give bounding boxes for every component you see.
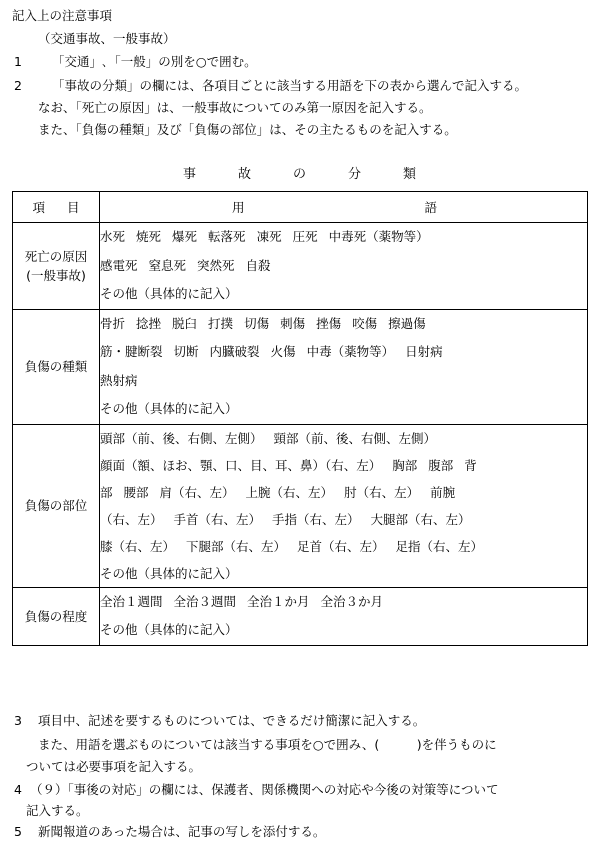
term: 上腕（右、左） — [245, 484, 334, 500]
term: 全治１週間 — [100, 593, 163, 609]
term: 突然死 — [197, 257, 235, 273]
term: 焼死 — [136, 229, 162, 244]
row-item-label: 負傷の程度 — [24, 608, 88, 624]
term: 凍死 — [256, 229, 282, 244]
row-item-label: (一般事故) — [26, 267, 86, 283]
term: 自殺 — [245, 257, 271, 273]
term: 水死 — [100, 229, 126, 244]
term: 腰部 — [123, 484, 149, 500]
term: 手首（右、左） — [173, 511, 262, 527]
term: 部 — [100, 484, 113, 500]
row-item-label: 負傷の部位 — [24, 498, 88, 513]
term: 中毒（薬物等） — [306, 344, 395, 359]
note-text: なお、「死亡の原因」は、一般事故についてのみ第一原因を記入する。 — [38, 100, 432, 115]
note-text: また、用語を選ぶものについては該当する事項を○で囲み、( )を伴うものに — [38, 737, 497, 752]
header-item-char: 目 — [67, 200, 80, 215]
row-item-label: 死亡の原因 — [24, 248, 88, 264]
note-number: 2 — [14, 78, 22, 93]
note-text: 「事故の分類」の欄には、各項目ごとに該当する用語を下の表から選んで記入する。 — [52, 78, 528, 93]
term: 中毒死（薬物等） — [328, 229, 429, 244]
header-item-char: 項 — [32, 200, 45, 215]
row-terms-cell — [100, 424, 588, 587]
term: 感電死 — [100, 257, 138, 273]
note-number: 3 — [14, 713, 22, 728]
term: 膝（右、左） — [100, 538, 176, 554]
row-terms-cell — [100, 309, 588, 424]
header-terms-cell — [100, 192, 588, 223]
term: 日射病 — [405, 344, 443, 359]
term: 肩（右、左） — [159, 484, 235, 500]
term: 胸部 — [392, 457, 418, 473]
term: その他（具体的に記入） — [100, 286, 238, 301]
note-text: ついては必要事項を記入する。 — [26, 759, 202, 774]
table-header-row — [13, 192, 588, 223]
term: その他（具体的に記入） — [100, 565, 238, 581]
row-item-label: 負傷の種類 — [24, 359, 88, 374]
note-number: 4 — [14, 782, 22, 797]
term: （右、左） — [100, 511, 163, 527]
note-text: 項目中、記述を要するものについては、できるだけ簡潔に記入する。 — [38, 713, 426, 728]
term: 捻挫 — [136, 315, 162, 331]
header-terms-char: 用 — [232, 200, 245, 215]
term: 骨折 — [100, 315, 126, 331]
term: 切傷 — [244, 315, 270, 331]
term: 足首（右、左） — [297, 538, 385, 554]
term: 火傷 — [270, 344, 296, 359]
term: 熱射病 — [100, 372, 138, 388]
term: 頭部（前、後、右側、左側） — [100, 430, 263, 446]
term: 大腿部（右、左） — [370, 511, 471, 527]
table-row — [13, 223, 588, 310]
term: 圧死 — [292, 229, 318, 244]
term: 内臓破裂 — [209, 344, 260, 359]
term: 筋・腱断裂 — [100, 344, 163, 359]
term: 腹部 — [428, 457, 454, 473]
header-terms-char: 語 — [424, 200, 437, 215]
term: 前腕 — [430, 484, 456, 500]
term: 下腿部（右、左） — [186, 538, 287, 554]
row-terms-cell — [100, 587, 588, 645]
note-number: 5 — [14, 824, 22, 839]
term: 顔面（額、ほお、顎、口、目、耳、鼻）（右、左） — [100, 457, 382, 473]
term: 打撲 — [208, 315, 234, 331]
term: 爆死 — [172, 229, 198, 244]
term: 肘（右、左） — [344, 484, 420, 500]
note-text: 「交通」､「一般」の別を○で囲む。 — [52, 54, 257, 69]
term: 頸部（前、後、右側、左側） — [273, 430, 437, 446]
term: 窒息死 — [148, 257, 187, 273]
term: 脱臼 — [172, 315, 198, 331]
table-caption — [0, 163, 599, 182]
term: 切断 — [173, 344, 199, 359]
term: 刺傷 — [280, 315, 306, 331]
term: 手指（右、左） — [272, 511, 360, 527]
header-item-cell — [13, 192, 100, 223]
row-item-cell — [13, 223, 100, 310]
term: 挫傷 — [316, 315, 342, 331]
table-row — [13, 309, 588, 424]
row-item-cell — [13, 424, 100, 587]
note-text: 記入する。 — [26, 803, 89, 818]
term: 擦過傷 — [388, 315, 426, 331]
note-text: 新聞報道のあった場合は、記事の写しを添付する。 — [38, 824, 326, 839]
note-text: （９）「事後の対応」の欄には、保護者、関係機関への対応や今後の対策等について — [30, 782, 499, 797]
term: 転落死 — [208, 229, 246, 244]
caption-char: 事 — [182, 167, 196, 182]
row-item-cell — [13, 309, 100, 424]
row-terms-cell — [100, 223, 588, 310]
caption-char: 故 — [237, 167, 251, 182]
term: 足指（右、左） — [395, 538, 484, 554]
term: その他（具体的に記入） — [100, 401, 238, 416]
note-number: 1 — [14, 54, 22, 69]
term: その他（具体的に記入） — [100, 622, 238, 637]
caption-char: の — [292, 167, 306, 182]
caption-char: 分 — [348, 167, 362, 182]
table-row — [13, 424, 588, 587]
table-row — [13, 587, 588, 645]
term: 咬傷 — [352, 315, 378, 331]
document-subtitle: （交通事故、一般事故） — [38, 31, 176, 46]
term: 背 — [464, 457, 477, 473]
accident-classification-table — [12, 191, 588, 646]
document-title: 記入上の注意事項 — [12, 8, 113, 23]
note-text: また、「負傷の種類」及び「負傷の部位」は、その主たるものを記入する。 — [38, 122, 457, 137]
caption-char: 類 — [403, 167, 417, 182]
term: 全治３週間 — [173, 593, 237, 609]
term: 全治１か月 — [247, 593, 310, 609]
row-item-cell — [13, 587, 100, 645]
term: 全治３か月 — [320, 593, 384, 609]
